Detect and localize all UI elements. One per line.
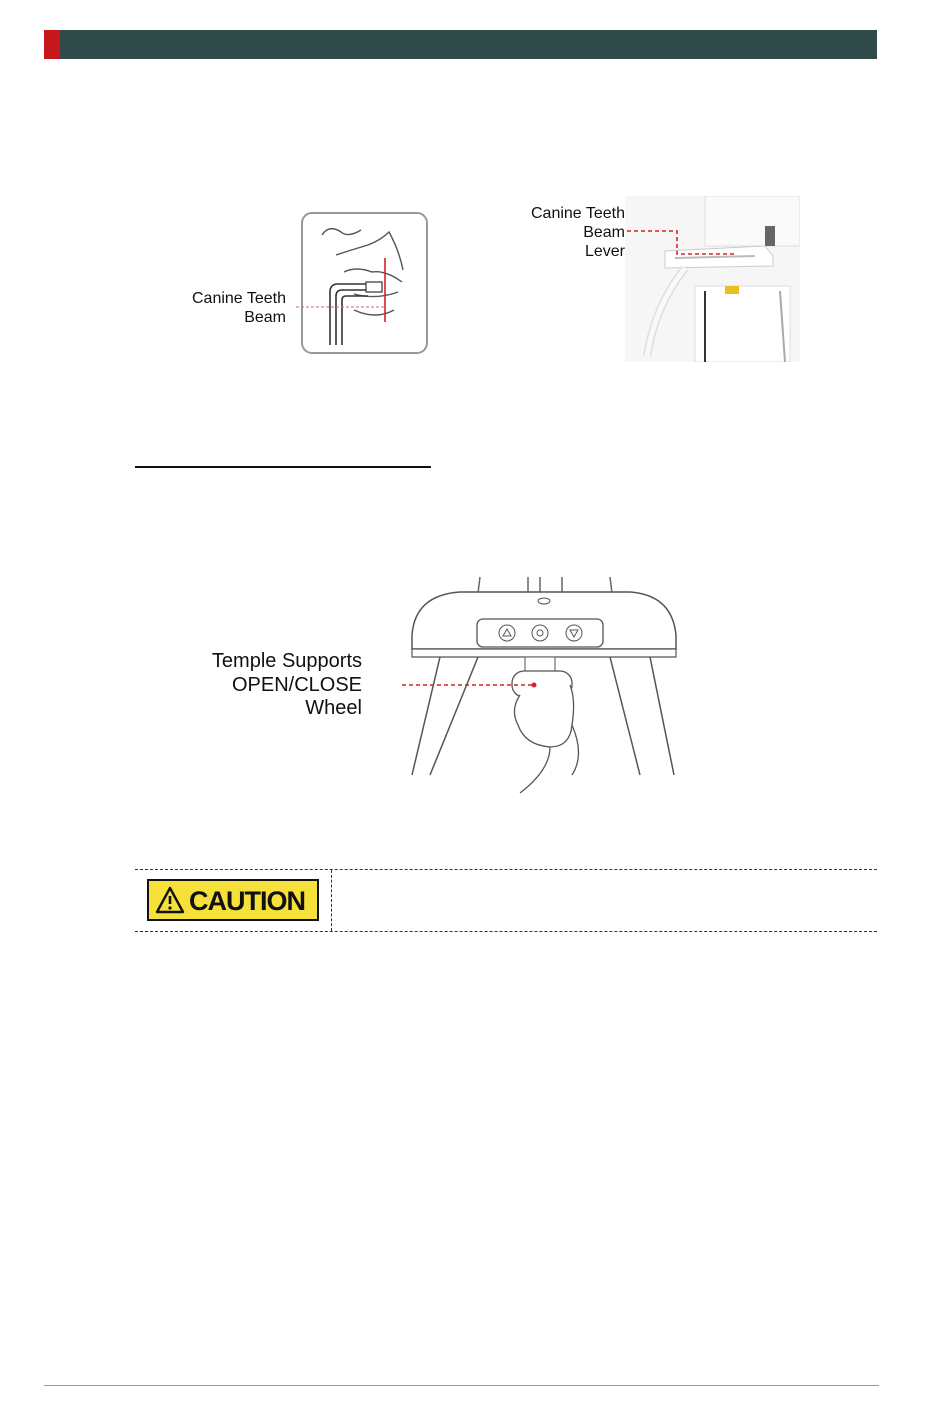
header-bar xyxy=(44,30,877,59)
temple-label-line2: OPEN/CLOSE xyxy=(231,673,362,696)
caution-box xyxy=(135,869,877,932)
bite-label-line1: Canine Teeth xyxy=(192,290,286,307)
temple-label-line1: Temple Supports xyxy=(211,650,362,672)
unit-label-line2: Beam xyxy=(583,224,625,241)
temple-label-line3: Wheel xyxy=(305,697,362,719)
warning-triangle-icon xyxy=(155,886,185,914)
unit-label-line1: Canine Teeth xyxy=(531,205,625,222)
bite-label-line2: Beam xyxy=(244,309,286,326)
caution-label: CAUTION xyxy=(189,886,305,916)
temple-label xyxy=(170,650,362,721)
bite-label xyxy=(166,289,286,327)
section-underline xyxy=(135,466,431,468)
temple-illustration xyxy=(400,575,690,797)
bite-illustration xyxy=(296,210,432,358)
unit-photo xyxy=(625,196,800,362)
unit-label xyxy=(505,204,625,261)
footer-rule xyxy=(44,1385,879,1386)
unit-label-line3: Lever xyxy=(584,243,625,260)
header-accent xyxy=(44,30,60,59)
caution-badge xyxy=(147,879,319,921)
caution-divider xyxy=(331,870,332,931)
